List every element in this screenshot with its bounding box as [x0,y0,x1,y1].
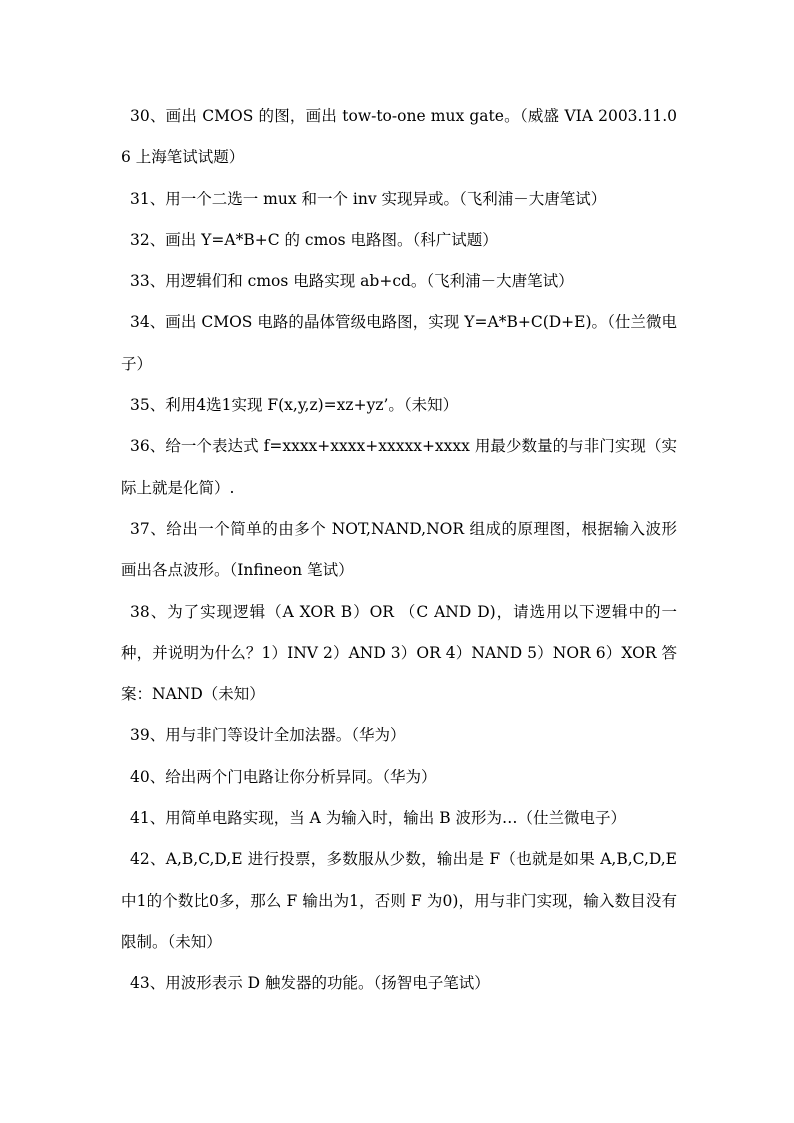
question-36: 36、给一个表达式 f=xxxx+xxxx+xxxxx+xxxx 用最少数量的与非门实现（实际上就是化简）. [121,437,677,497]
question-list [121,96,677,1005]
question-34: 34、画出 CMOS 电路的晶体管级电路图，实现 Y=A*B+C(D+E)。（仕兰微电子） [121,313,677,373]
question-41: 41、用简单电路实现，当 A 为输入时，输出 B 波形为…（仕兰微电子） [130,809,627,828]
question-39: 39、用与非门等设计全加法器。（华为） [130,726,406,745]
question-43: 43、用波形表示 D 触发器的功能。（扬智电子笔试） [130,974,490,993]
question-38: 38、为了实现逻辑（A XOR B）OR （C AND D)，请选用以下逻辑中的一种，并说明为什么？1）INV 2）AND 3）OR 4）NAND 5）NOR 6）XOR 答案：NAND（未知） [121,602,677,704]
question-42: 42、A,B,C,D,E 进行投票，多数服从少数，输出是 F（也就是如果 A,B,C,D,E 中1的个数比0多，那么 F 输出为1，否则 F 为0)，用与非门实现，输入数目没有限制。（未知） [121,850,677,951]
question-37: 37、给出一个简单的由多个 NOT,NAND,NOR 组成的原理图，根据输入波形画出各点波形。（Infineon 笔试） [121,519,677,580]
question-33: 33、用逻辑们和 cmos 电路实现 ab+cd。（飞利浦－大唐笔试） [130,272,574,291]
question-32: 32、画出 Y=A*B+C 的 cmos 电路图。（科广试题） [130,230,498,249]
question-35: 35、利用4选1实现 F(x,y,z)=xz+yz’。（未知） [130,396,459,415]
question-31: 31、用一个二选一 mux 和一个 inv 实现异或。（飞利浦－大唐笔试） [130,189,607,208]
question-40: 40、给出两个门电路让你分析异同。（华为） [130,767,437,786]
question-30: 30、画出 CMOS 的图，画出 tow-to-one mux gate。（威盛 VIA 2003.11.06 上海笔试试题） [121,107,677,167]
